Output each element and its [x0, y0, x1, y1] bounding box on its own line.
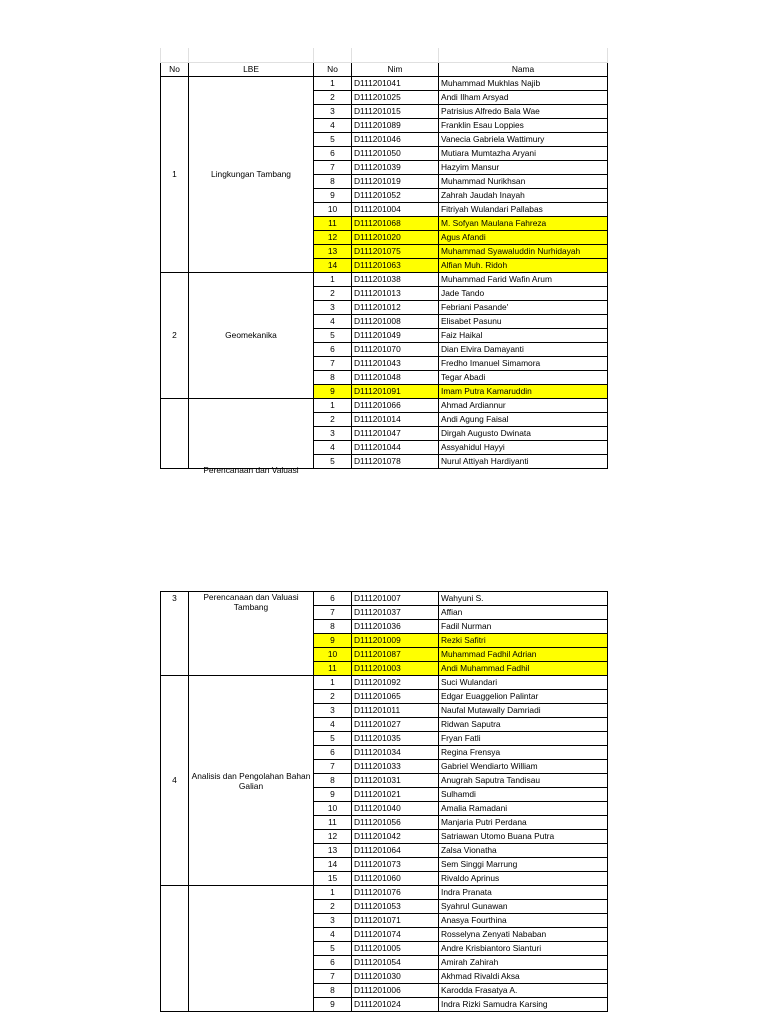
table-row: [161, 76, 608, 90]
row-number: 4: [314, 718, 352, 732]
group-number: 3: [161, 592, 189, 676]
lbe-table-page-1: [160, 48, 608, 475]
nama-cell: Akhmad Rivaldi Aksa: [439, 970, 608, 984]
nim-cell: D111201050: [352, 146, 439, 160]
nama-cell: Muhammad Nurikhsan: [439, 174, 608, 188]
header-row: [161, 62, 608, 76]
lbe-name: [189, 76, 314, 272]
row-number: 3: [314, 914, 352, 928]
nama-cell: Fredho Imanuel Simamora: [439, 356, 608, 370]
row-number: 9: [314, 384, 352, 398]
nim-cell: D111201070: [352, 342, 439, 356]
row-number: 7: [314, 160, 352, 174]
nim-cell: D111201089: [352, 118, 439, 132]
nama-cell: Fadil Nurman: [439, 620, 608, 634]
nama-cell: Karodda Frasatya A.: [439, 984, 608, 998]
nim-cell: D111201013: [352, 286, 439, 300]
nim-cell: D111201034: [352, 746, 439, 760]
nama-cell: Andi Agung Faisal: [439, 412, 608, 426]
nim-cell: D111201024: [352, 998, 439, 1012]
row-number: 8: [314, 620, 352, 634]
header-no: No: [161, 62, 189, 76]
row-number: 10: [314, 202, 352, 216]
nama-cell: Syahrul Gunawan: [439, 900, 608, 914]
row-number: 13: [314, 244, 352, 258]
nim-cell: D111201052: [352, 188, 439, 202]
nim-cell: D111201064: [352, 844, 439, 858]
table-row: [161, 272, 608, 286]
nim-cell: D111201020: [352, 230, 439, 244]
row-number: 2: [314, 900, 352, 914]
row-number: 8: [314, 774, 352, 788]
group-number: 2: [161, 272, 189, 398]
row-number: 11: [314, 216, 352, 230]
row-number: 2: [314, 286, 352, 300]
nim-cell: D111201005: [352, 942, 439, 956]
row-number: 7: [314, 760, 352, 774]
nim-cell: D111201060: [352, 872, 439, 886]
nama-cell: Elisabet Pasunu: [439, 314, 608, 328]
nama-cell: Vanecia Gabriela Wattimury: [439, 132, 608, 146]
row-number: 6: [314, 956, 352, 970]
nim-cell: D111201087: [352, 648, 439, 662]
nim-cell: D111201037: [352, 606, 439, 620]
header-nama: Nama: [439, 62, 608, 76]
spreadsheet-page-1: [160, 48, 607, 480]
nama-cell: Affian: [439, 606, 608, 620]
row-number: 8: [314, 370, 352, 384]
nim-cell: D111201031: [352, 774, 439, 788]
nama-cell: Fitriyah Wulandari Pallabas: [439, 202, 608, 216]
nama-cell: Imam Putra Kamaruddin: [439, 384, 608, 398]
row-number: 6: [314, 342, 352, 356]
nim-cell: D111201047: [352, 426, 439, 440]
header-no2: No: [314, 62, 352, 76]
nama-cell: Zalsa Vionatha: [439, 844, 608, 858]
table-row: [161, 886, 608, 900]
nama-cell: Sulhamdi: [439, 788, 608, 802]
nim-cell: D111201073: [352, 858, 439, 872]
nama-cell: Regina Frensya: [439, 746, 608, 760]
nama-cell: Andi Ilham Arsyad: [439, 90, 608, 104]
row-number: 13: [314, 844, 352, 858]
nim-cell: D111201063: [352, 258, 439, 272]
row-number: 7: [314, 606, 352, 620]
nim-cell: D111201027: [352, 718, 439, 732]
nim-cell: D111201041: [352, 76, 439, 90]
lbe-name: [189, 886, 314, 1012]
nama-cell: Suci Wulandari: [439, 676, 608, 690]
nama-cell: Satriawan Utomo Buana Putra: [439, 830, 608, 844]
row-number: 3: [314, 704, 352, 718]
nim-cell: D111201042: [352, 830, 439, 844]
row-number: 4: [314, 314, 352, 328]
row-number: 6: [314, 592, 352, 606]
row-number: 9: [314, 788, 352, 802]
table-row: [161, 398, 608, 412]
nim-cell: D111201076: [352, 886, 439, 900]
nim-cell: D111201039: [352, 160, 439, 174]
row-number: 5: [314, 942, 352, 956]
nama-cell: Edgar Euaggelion Palintar: [439, 690, 608, 704]
nama-cell: Rivaldo Aprinus: [439, 872, 608, 886]
nama-cell: Mutiara Mumtazha Aryani: [439, 146, 608, 160]
row-number: 5: [314, 132, 352, 146]
nim-cell: D111201049: [352, 328, 439, 342]
row-number: 6: [314, 146, 352, 160]
nim-cell: D111201065: [352, 690, 439, 704]
group-number: 1: [161, 76, 189, 272]
nim-cell: D111201038: [352, 272, 439, 286]
row-number: 7: [314, 970, 352, 984]
nama-cell: Assyahidul Hayyi: [439, 440, 608, 454]
nim-cell: D111201091: [352, 384, 439, 398]
nim-cell: D111201048: [352, 370, 439, 384]
nim-cell: D111201012: [352, 300, 439, 314]
nim-cell: D111201044: [352, 440, 439, 454]
nim-cell: D111201004: [352, 202, 439, 216]
row-number: 8: [314, 984, 352, 998]
row-number: 1: [314, 272, 352, 286]
row-number: 2: [314, 690, 352, 704]
nama-cell: Dirgah Augusto Dwinata: [439, 426, 608, 440]
row-number: 11: [314, 662, 352, 676]
nama-cell: Amalia Ramadani: [439, 802, 608, 816]
nim-cell: D111201053: [352, 900, 439, 914]
lbe-name: [189, 592, 314, 676]
nim-cell: D111201033: [352, 760, 439, 774]
nim-cell: D111201066: [352, 398, 439, 412]
nama-cell: Zahrah Jaudah Inayah: [439, 188, 608, 202]
row-number: 7: [314, 356, 352, 370]
lbe-name: [189, 676, 314, 886]
nim-cell: D111201036: [352, 620, 439, 634]
nim-cell: D111201014: [352, 412, 439, 426]
nim-cell: D111201046: [352, 132, 439, 146]
row-number: 2: [314, 90, 352, 104]
nama-cell: Naufal Mutawally Damriadi: [439, 704, 608, 718]
spreadsheet-page-2: [160, 591, 607, 1024]
nim-cell: D111201071: [352, 914, 439, 928]
nim-cell: D111201074: [352, 928, 439, 942]
nim-cell: D111201003: [352, 662, 439, 676]
nim-cell: D111201030: [352, 970, 439, 984]
row-number: 11: [314, 816, 352, 830]
nim-cell: D111201040: [352, 802, 439, 816]
nim-cell: D111201007: [352, 592, 439, 606]
nama-cell: Andi Muhammad Fadhil: [439, 662, 608, 676]
row-number: 1: [314, 886, 352, 900]
nama-cell: Agus Afandi: [439, 230, 608, 244]
nama-cell: Indra Pranata: [439, 886, 608, 900]
header-nim: Nim: [352, 62, 439, 76]
nim-cell: D111201025: [352, 90, 439, 104]
row-number: 9: [314, 998, 352, 1012]
lbe-label: Analisis dan Pengolahan Bahan Galian: [191, 770, 311, 791]
row-number: 10: [314, 802, 352, 816]
row-number: 3: [314, 104, 352, 118]
nama-cell: M. Sofyan Maulana Fahreza: [439, 216, 608, 230]
lbe-label: Perencanaan dan Valuasi: [203, 464, 299, 475]
table-row: [161, 676, 608, 690]
nama-cell: Ahmad Ardiannur: [439, 398, 608, 412]
nama-cell: Hazyim Mansur: [439, 160, 608, 174]
nama-cell: Amirah Zahirah: [439, 956, 608, 970]
nama-cell: Nurul Attiyah Hardiyanti: [439, 454, 608, 468]
group-number: [161, 398, 189, 468]
nim-cell: D111201056: [352, 816, 439, 830]
header-lbe: LBE: [189, 62, 314, 76]
nama-cell: Muhammad Mukhlas Najib: [439, 76, 608, 90]
nama-cell: Manjaria Putri Perdana: [439, 816, 608, 830]
nama-cell: Franklin Esau Loppies: [439, 118, 608, 132]
row-number: 10: [314, 648, 352, 662]
nama-cell: Fryan Fatli: [439, 732, 608, 746]
row-number: 12: [314, 230, 352, 244]
nama-cell: Wahyuni S.: [439, 592, 608, 606]
lbe-label: Geomekanika: [225, 330, 277, 340]
nama-cell: Jade Tando: [439, 286, 608, 300]
row-number: 1: [314, 76, 352, 90]
group-number: 4: [161, 676, 189, 886]
nim-cell: D111201009: [352, 634, 439, 648]
table-row: [161, 592, 608, 606]
nama-cell: Faiz Haikal: [439, 328, 608, 342]
lbe-name: [189, 398, 314, 475]
nama-cell: Dian Elvira Damayanti: [439, 342, 608, 356]
row-number: 5: [314, 732, 352, 746]
nim-cell: D111201078: [352, 454, 439, 468]
nama-cell: Tegar Abadi: [439, 370, 608, 384]
row-number: 5: [314, 454, 352, 468]
row-number: 8: [314, 174, 352, 188]
nim-cell: D111201075: [352, 244, 439, 258]
row-number: 5: [314, 328, 352, 342]
nama-cell: Patrisius Alfredo Bala Wae: [439, 104, 608, 118]
nim-cell: D111201011: [352, 704, 439, 718]
nim-cell: D111201068: [352, 216, 439, 230]
row-number: 1: [314, 398, 352, 412]
row-number: 3: [314, 426, 352, 440]
nama-cell: Ridwan Saputra: [439, 718, 608, 732]
nim-cell: D111201008: [352, 314, 439, 328]
nama-cell: Rezki Safitri: [439, 634, 608, 648]
nama-cell: Anugrah Saputra Tandisau: [439, 774, 608, 788]
nim-cell: D111201054: [352, 956, 439, 970]
row-number: 2: [314, 412, 352, 426]
nim-cell: D111201015: [352, 104, 439, 118]
row-number: 9: [314, 188, 352, 202]
lbe-label: Lingkungan Tambang: [211, 169, 291, 179]
nim-cell: D111201043: [352, 356, 439, 370]
row-number: 6: [314, 746, 352, 760]
row-number: 9: [314, 634, 352, 648]
nim-cell: D111201092: [352, 676, 439, 690]
row-number: 4: [314, 928, 352, 942]
row-number: 4: [314, 440, 352, 454]
lbe-label: Perencanaan dan Valuasi Tambang: [203, 592, 299, 612]
lbe-name: [189, 272, 314, 398]
nim-cell: D111201019: [352, 174, 439, 188]
nim-cell: D111201021: [352, 788, 439, 802]
lbe-table-page-2: [160, 591, 608, 1012]
row-number: 14: [314, 258, 352, 272]
nama-cell: Muhammad Syawaluddin Nurhidayah: [439, 244, 608, 258]
row-number: 14: [314, 858, 352, 872]
row-number: 3: [314, 300, 352, 314]
nama-cell: Febriani Pasande': [439, 300, 608, 314]
group-number: [161, 886, 189, 1012]
nim-cell: D111201006: [352, 984, 439, 998]
nama-cell: Andre Krisbiantoro Sianturi: [439, 942, 608, 956]
empty-header-row: [161, 48, 608, 62]
nama-cell: Muhammad Fadhil Adrian: [439, 648, 608, 662]
nama-cell: Sem Singgi Marrung: [439, 858, 608, 872]
nama-cell: Anasya Fourthina: [439, 914, 608, 928]
nama-cell: Gabriel Wendiarto William: [439, 760, 608, 774]
nama-cell: Muhammad Farid Wafin Arum: [439, 272, 608, 286]
nim-cell: D111201035: [352, 732, 439, 746]
row-number: 15: [314, 872, 352, 886]
row-number: 1: [314, 676, 352, 690]
nama-cell: Rosselyna Zenyati Nababan: [439, 928, 608, 942]
row-number: 12: [314, 830, 352, 844]
nama-cell: Indra Rizki Samudra Karsing: [439, 998, 608, 1012]
nama-cell: Alfian Muh. Ridoh: [439, 258, 608, 272]
row-number: 4: [314, 118, 352, 132]
